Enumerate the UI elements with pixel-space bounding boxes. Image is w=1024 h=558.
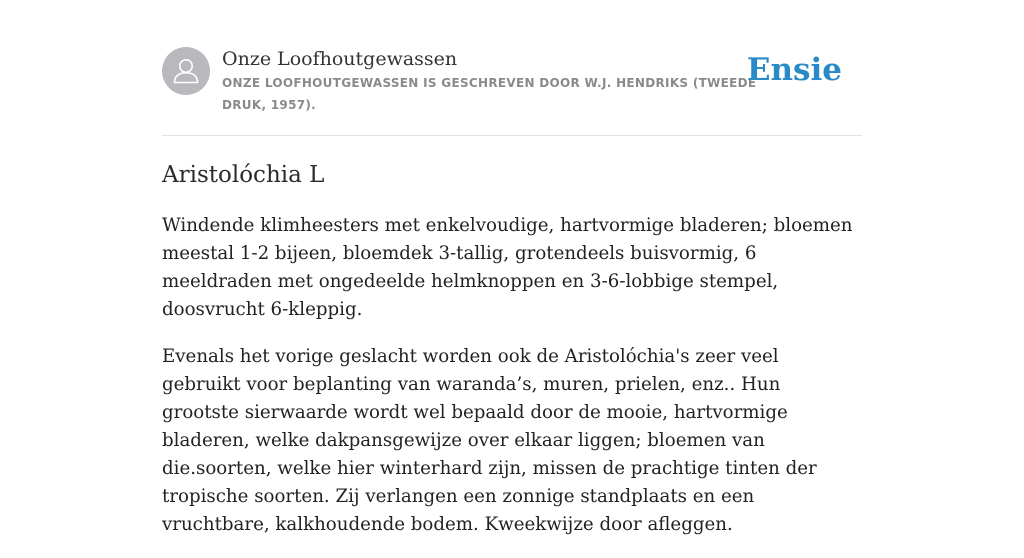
book-title[interactable]: Onze Loofhoutgewassen xyxy=(222,48,458,70)
book-avatar[interactable] xyxy=(162,47,210,95)
user-icon xyxy=(162,47,210,95)
article-paragraph: Windende klimheesters met enkelvoudige, hartvormige bladeren; bloemen meestal 1-2 bijeen, bloemdek 3-tallig, grotendeels buisvormig, 6 meeldraden met ongedeelde helmknoppen en 3-6-lobbige stempel, doosvrucht 6-kleppig. xyxy=(162,215,853,320)
article-paragraph: Evenals het vorige geslacht worden ook de Aristolóchia's zeer veel gebruikt voor beplanting van waranda’s, muren, prielen, enz.. Hun grootste sierwaarde wordt wel bepaald door de mooie, hartvormige bladeren, welke dakpansgewijze over elkaar liggen; bloemen van die.soorten, welke hier winterhard zijn, missen de prachtige tinten der tropische soorten. Zij verlangen een zonnige standplaats en een vruchtbare, kalkhoudende bodem. Kweekwijze door afleggen. xyxy=(162,346,817,535)
book-header xyxy=(162,44,862,136)
ensie-logo-link[interactable]: Ensie xyxy=(746,52,842,88)
article-body xyxy=(162,212,862,558)
book-subtitle: ONZE LOOFHOUTGEWASSEN IS GESCHREVEN DOOR W.J. HENDRIKS (TWEEDE DRUK, 1957). xyxy=(222,76,757,112)
article-title: Aristolóchia L xyxy=(162,162,325,188)
